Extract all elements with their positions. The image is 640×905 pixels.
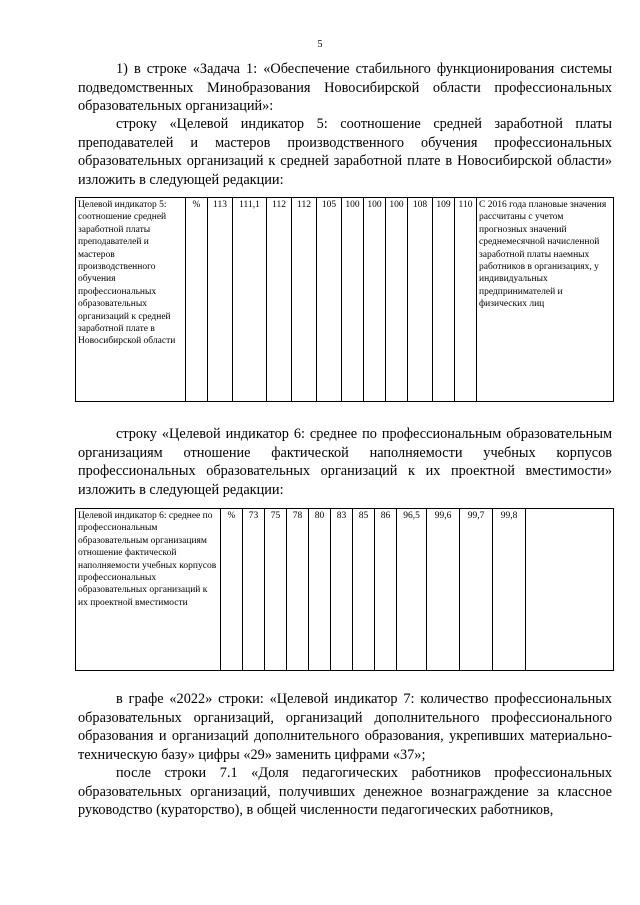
note-cell <box>526 509 614 671</box>
unit-cell: % <box>221 509 243 671</box>
value-cell: 75 <box>265 509 287 671</box>
note-cell: С 2016 года плановые значения рассчитаны с учетом прогнозных значений среднемесячной начисленной заработной платы наемных работников в организациях, у индивидуальных предпринимателей и физических лиц <box>477 198 614 402</box>
paragraph-indicator-7: в графе «2022» строки: «Целевой индикатор 7: количество профессиональных образовательных организаций, организаций дополнительного профессионального образования и организаций дополнительного образования, укрепивших материально-техническую базу» цифры «29» заменить цифрами «37»; <box>78 691 612 763</box>
value-cell: 78 <box>287 509 309 671</box>
value-cell: 99,6 <box>427 509 460 671</box>
value-cell: 96,5 <box>397 509 427 671</box>
paragraph-indicator-5-intro: строку «Целевой индикатор 5: соотношение средней заработной платы преподавателей и мастеров производственного обучения профессиональных образовательных организаций к средней заработной плате в Новосибирской области» изложить в следующей редакции: <box>78 116 612 188</box>
value-cell: 100 <box>342 198 364 402</box>
paragraph-task-1: 1) в строке «Задача 1: «Обеспечение стабильного функционирования системы подведомственных Минобразования Новосибирской области профессиональных образовательных организаций»: <box>78 61 612 114</box>
value-cell: 111,1 <box>233 198 267 402</box>
value-cell: 113 <box>208 198 233 402</box>
value-cell: 105 <box>317 198 342 402</box>
value-cell: 85 <box>353 509 375 671</box>
table-row <box>76 509 614 671</box>
indicator-5-table <box>75 197 614 402</box>
value-cell: 86 <box>375 509 397 671</box>
paragraph-after-7-1: после строки 7.1 «Доля педагогических работников профессиональных образовательных организаций, получивших денежное вознаграждение за классное руководство (кураторство), в общей численности педагогических работников, <box>78 765 612 818</box>
value-cell: 99,8 <box>493 509 526 671</box>
value-cell: 100 <box>386 198 408 402</box>
value-cell: 100 <box>364 198 386 402</box>
value-cell: 112 <box>267 198 292 402</box>
indicator-6-table <box>75 508 614 671</box>
value-cell: 110 <box>455 198 477 402</box>
value-cell: 73 <box>243 509 265 671</box>
indicator-name-cell: Целевой индикатор 5: соотношение средней заработной платы преподавателей и мастеров производственного обучения профессиональных образовательных организаций к средней заработной плате в Новосибирской области <box>76 198 186 402</box>
value-cell: 108 <box>408 198 433 402</box>
value-cell: 99,7 <box>460 509 493 671</box>
value-cell: 83 <box>331 509 353 671</box>
value-cell: 112 <box>292 198 317 402</box>
indicator-name-cell: Целевой индикатор 6: среднее по профессиональным образовательным организациям отношение фактической наполняемости учебных корпусов профессиональных образовательных организаций к их проектной вместимости <box>76 509 221 671</box>
unit-cell: % <box>186 198 208 402</box>
page-number: 5 <box>317 39 323 50</box>
paragraph-indicator-6-intro: строку «Целевой индикатор 6: среднее по профессиональным образовательным организациям отношение фактической наполняемости учебных корпусов профессиональных образовательных организаций к их проектной вместимости» изложить в следующей редакции: <box>78 426 612 498</box>
value-cell: 80 <box>309 509 331 671</box>
table-row <box>76 198 614 402</box>
value-cell: 109 <box>433 198 455 402</box>
